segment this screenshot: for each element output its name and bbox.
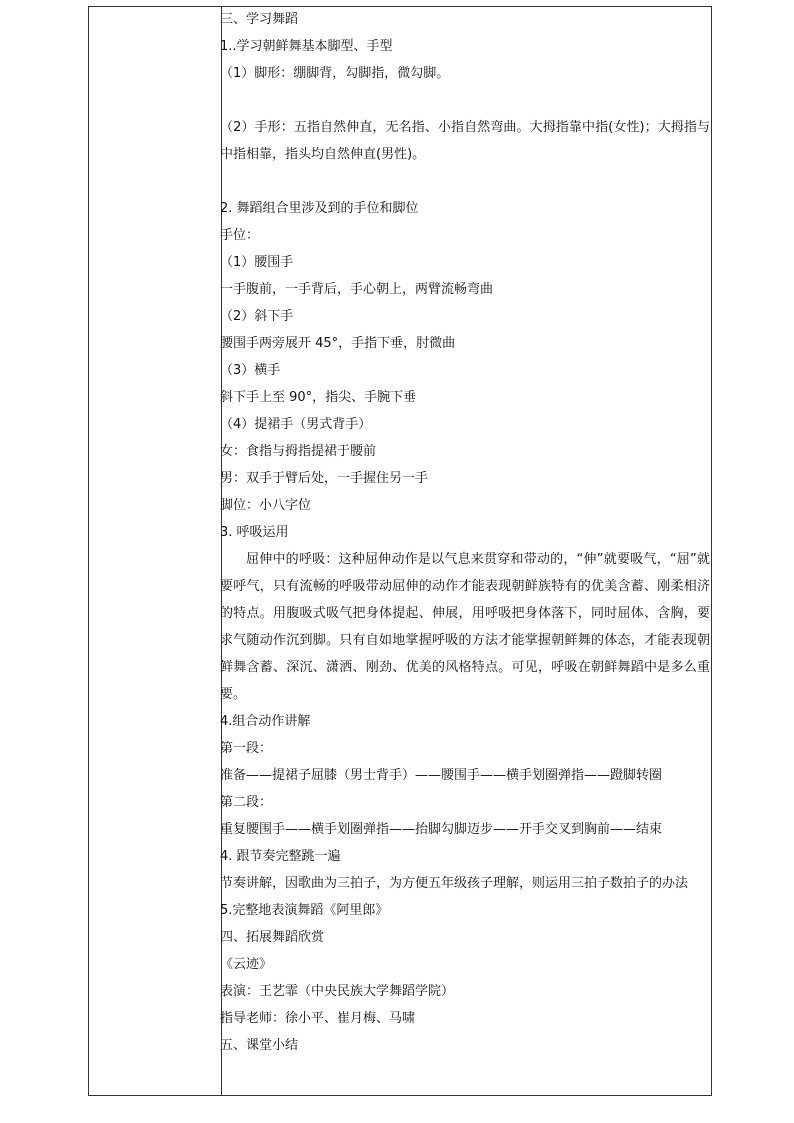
subsection-heading: 1..学习朝鲜舞基本脚型、手型	[220, 39, 393, 54]
text-line: 指导老师：徐小平、崔月梅、马啸	[220, 1011, 416, 1026]
rhythm-paragraph: 节奏讲解，因歌曲为三拍子，为方便五年级孩子理解，则运用三拍子数拍子的办法	[220, 876, 689, 891]
text-line: 斜下手上至 90°，指尖、手腕下垂	[220, 390, 417, 405]
text-line: 表演：王艺霏（中央民族大学舞蹈学院）	[220, 984, 455, 999]
lesson-content-cell	[220, 6, 712, 1059]
text-line: 重复腰围手——横手划圈弹指——抬脚勾脚迈步——开手交叉到胸前——结束	[220, 822, 663, 837]
text-line: 女：食指与拇指提裙于腰前	[220, 444, 377, 459]
text-line: （2）斜下手	[220, 309, 294, 324]
hand-shape-paragraph: （2）手形：五指自然伸直，无名指、小指自然弯曲。大拇指靠中指(女性)；大拇指与中指相靠，指头均自然伸直(男性)。	[220, 120, 710, 162]
subsection-heading: 2. 舞蹈组合里涉及到的手位和脚位	[220, 201, 419, 216]
text-line: 准备——提裙子屈膝（男士背手）——腰围手——横手划圈弹指——蹬脚转圈	[220, 768, 663, 783]
text-line: （3）横手	[220, 363, 281, 378]
text-line: 手位：	[220, 228, 260, 243]
section-heading: 三、学习舞蹈	[220, 12, 299, 27]
foot-shape-line: （1）脚形：绷脚背，勾脚指，微勾脚。	[220, 66, 450, 81]
text-line: 《云迹》	[220, 957, 273, 972]
subsection-heading: 3. 呼吸运用	[220, 525, 289, 540]
subsection-heading: 4.组合动作讲解	[220, 714, 311, 729]
text-line: 一手腹前，一手背后，手心朝上，两臂流畅弯曲	[220, 282, 494, 297]
text-line: 腰围手两旁展开 45°，手指下垂，肘微曲	[220, 336, 456, 351]
subsection-heading: 5.完整地表演舞蹈《阿里郎》	[220, 903, 389, 918]
section-heading: 五、课堂小结	[220, 1038, 299, 1053]
text-line: 脚位：小八字位	[220, 498, 312, 513]
text-line: 第一段：	[220, 741, 273, 756]
text-line: 男：双手于臂后处，一手握住另一手	[220, 471, 429, 486]
text-line: （1）腰围手	[220, 255, 294, 270]
blank-line	[220, 168, 712, 195]
breathing-paragraph: 屈伸中的呼吸：这种屈伸动作是以气息来贯穿和带动的，“伸”就要吸气，“屈”就要呼气，只有流畅的呼吸带动屈伸的动作才能表现朝鲜族特有的优美含蓄、刚柔相济的特点。用腹吸式吸气把身体提起、伸展，用呼吸把身体落下，同时屈体、含胸，要求气随动作沉到脚。只有自如地掌握呼吸的方法才能掌握朝鲜舞的体态，才能表现朝鲜舞含蓄、深沉、潇洒、刚劲、优美的风格特点。可见，呼吸在朝鲜舞蹈中是多么重要。	[220, 552, 710, 702]
text-line: （4）提裙手（男式背手）	[220, 417, 372, 432]
section-heading: 四、拓展舞蹈欣赏	[220, 930, 325, 945]
blank-line	[220, 87, 712, 114]
subsection-heading: 4. 跟节奏完整跳一遍	[220, 849, 341, 864]
text-line: 第二段：	[220, 795, 273, 810]
